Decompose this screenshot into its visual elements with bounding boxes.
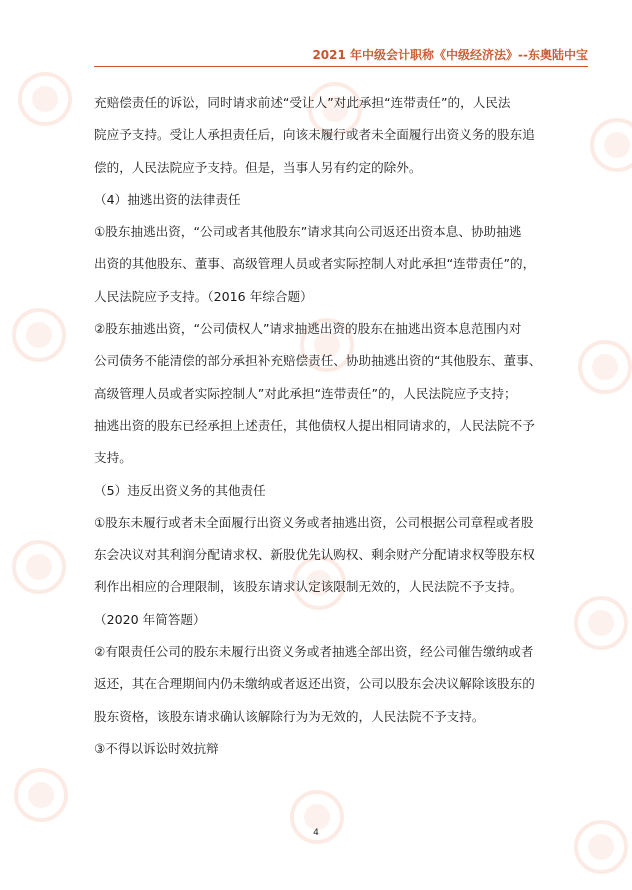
header-divider [94, 66, 588, 67]
text-line: 支持。 [94, 450, 132, 466]
text-line: 高级管理人员或者实际控制人”对此承担“连带责任”的，人民法院应予支持； [94, 385, 517, 401]
text-line: 股东资格，该股东请求确认该解除行为为无效的，人民法院不予支持。 [94, 708, 485, 724]
watermark-logo-icon [12, 308, 66, 362]
page-number: 4 [313, 828, 319, 838]
text-line: ②有限责任公司的股东未履行出资义务或者抽逃全部出资，经公司催告缴纳或者 [94, 644, 534, 660]
section-heading: （4）抽逃出资的法律责任 [94, 191, 241, 207]
text-line: 东会决议对其利润分配请求权、新股优先认购权、剩余财产分配请求权等股东权 [94, 547, 535, 563]
text-line: 院应予支持。受让人承担责任后，向该未履行或者未全面履行出资义务的股东追 [94, 127, 535, 143]
text-line: 出资的其他股东、董事、高级管理人员或者实际控制人对此承担“连带责任”的， [94, 256, 536, 272]
watermark-logo-icon [574, 596, 628, 650]
text-line: 充赔偿责任的诉讼，同时请求前述“受让人”对此承担“连带责任”的，人民法 [94, 95, 511, 110]
text-line: ①股东抽逃出资，“公司或者其他股东”请求其向公司返还出资本息、协助抽逃 [94, 224, 522, 240]
watermark-logo-icon [590, 118, 632, 172]
text-line: ①股东未履行或者未全面履行出资义务或者抽逃出资，公司根据公司章程或者股 [94, 514, 534, 530]
text-line: 抽逃出资的股东已经承担上述责任，其他债权人提出相同请求的，人民法院不予 [94, 417, 535, 433]
text-line: 人民法院应予支持。（2016 年综合题） [94, 288, 313, 304]
text-line: ③不得以诉讼时效抗辩 [94, 740, 219, 756]
section-heading: （5）违反出资义务的其他责任 [94, 482, 266, 498]
watermark-logo-icon [14, 768, 68, 822]
text-line: 公司债务不能清偿的部分承担补充赔偿责任、协助抽逃出资的“其他股东、董事、 [94, 353, 542, 369]
text-line: （2020 年简答题） [94, 611, 206, 627]
watermark-logo-icon [12, 540, 66, 594]
watermark-logo-icon [578, 340, 632, 394]
page-header: 2021 年中级会计职称《中级经济法》--东奥陆中宝 [312, 48, 588, 62]
text-line: ②股东抽逃出资，“公司债权人”请求抽逃出资的股东在抽逃出资本息范围内对 [94, 321, 522, 337]
document-body [94, 87, 544, 765]
text-line: 返还，其在合理期间内仍未缴纳或者返还出资，公司以股东会决议解除该股东的 [94, 676, 535, 692]
text-line: 利作出相应的合理限制，该股东请求认定该限制无效的，人民法院不予支持。 [94, 579, 523, 595]
watermark-logo-icon [18, 72, 72, 126]
text-line: 偿的，人民法院应予支持。但是，当事人另有约定的除外。 [94, 159, 422, 175]
